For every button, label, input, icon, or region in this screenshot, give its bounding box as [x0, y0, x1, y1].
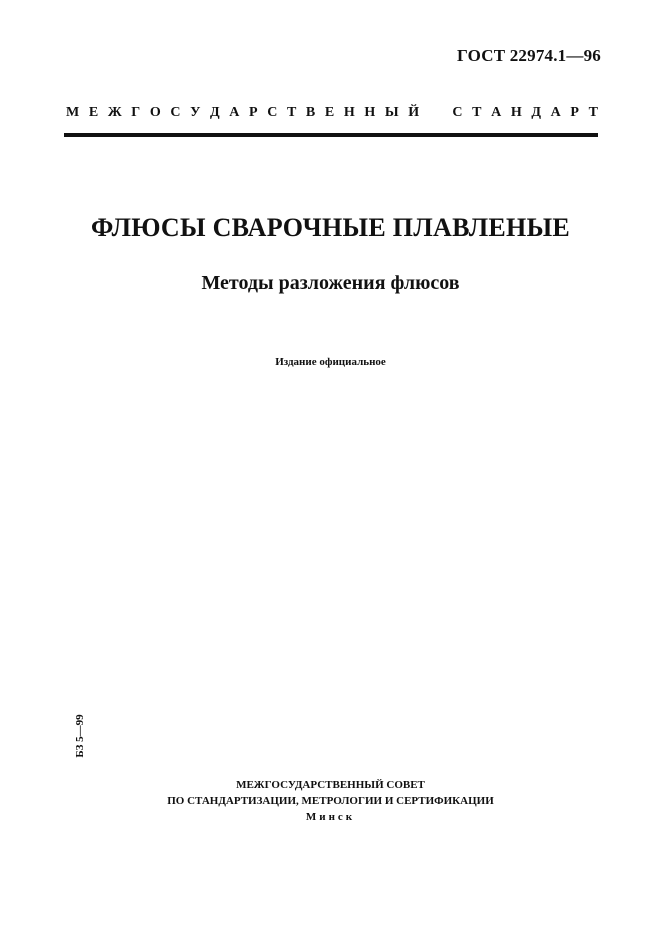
banner-letter-1: Ж [107, 105, 122, 120]
publisher-block [0, 777, 661, 825]
banner-letter-1: М [66, 105, 80, 120]
interstate-standard-banner [66, 105, 598, 121]
banner-letter-2: Д [531, 105, 542, 120]
banner-letter-1: А [229, 105, 240, 120]
banner-letter-1: Т [286, 105, 297, 120]
banner-letter-1: Н [343, 105, 355, 120]
banner-letter-1: Ы [384, 105, 399, 120]
banner-letter-2: Т [588, 105, 598, 120]
banner-letter-2: Р [570, 105, 579, 120]
banner-letter-2: А [491, 105, 502, 120]
banner-letter-1: Г [131, 105, 141, 120]
document-subtitle: Методы разложения флюсов [201, 272, 460, 294]
banner-letter-1: У [190, 105, 201, 120]
banner-letter-1: С [170, 105, 181, 120]
banner-letter-1: Е [324, 105, 335, 120]
banner-letter-1: Р [249, 105, 258, 120]
publisher-line-2: ПО СТАНДАРТИЗАЦИИ, МЕТРОЛОГИИ И СЕРТИФИКАЦИИ [167, 795, 494, 807]
banner-letter-1: Н [364, 105, 376, 120]
banner-letter-2: А [550, 105, 561, 120]
banner-letter-1: Е [88, 105, 99, 120]
banner-letter-2: Т [472, 105, 482, 120]
document-title: ФЛЮСЫ СВАРОЧНЫЕ ПЛАВЛЕНЫЕ [90, 213, 571, 242]
banner-letter-1: О [149, 105, 161, 120]
edition-label: Издание официальное [275, 356, 386, 368]
banner-letter-2: С [452, 105, 463, 120]
banner-letter-1: С [267, 105, 278, 120]
header-divider [64, 133, 598, 137]
banner-letter-1: Й [408, 105, 420, 120]
banner-letter-1: В [305, 105, 316, 120]
banner-letter-1: Д [210, 105, 220, 120]
gost-number: ГОСТ 22974.1—96 [457, 46, 601, 65]
publisher-line-1: МЕЖГОСУДАРСТВЕННЫЙ СОВЕТ [236, 779, 425, 791]
banner-letter-2: Н [510, 105, 522, 120]
side-code: БЗ 5—99 [74, 714, 86, 758]
publisher-city: Минск [305, 811, 356, 823]
